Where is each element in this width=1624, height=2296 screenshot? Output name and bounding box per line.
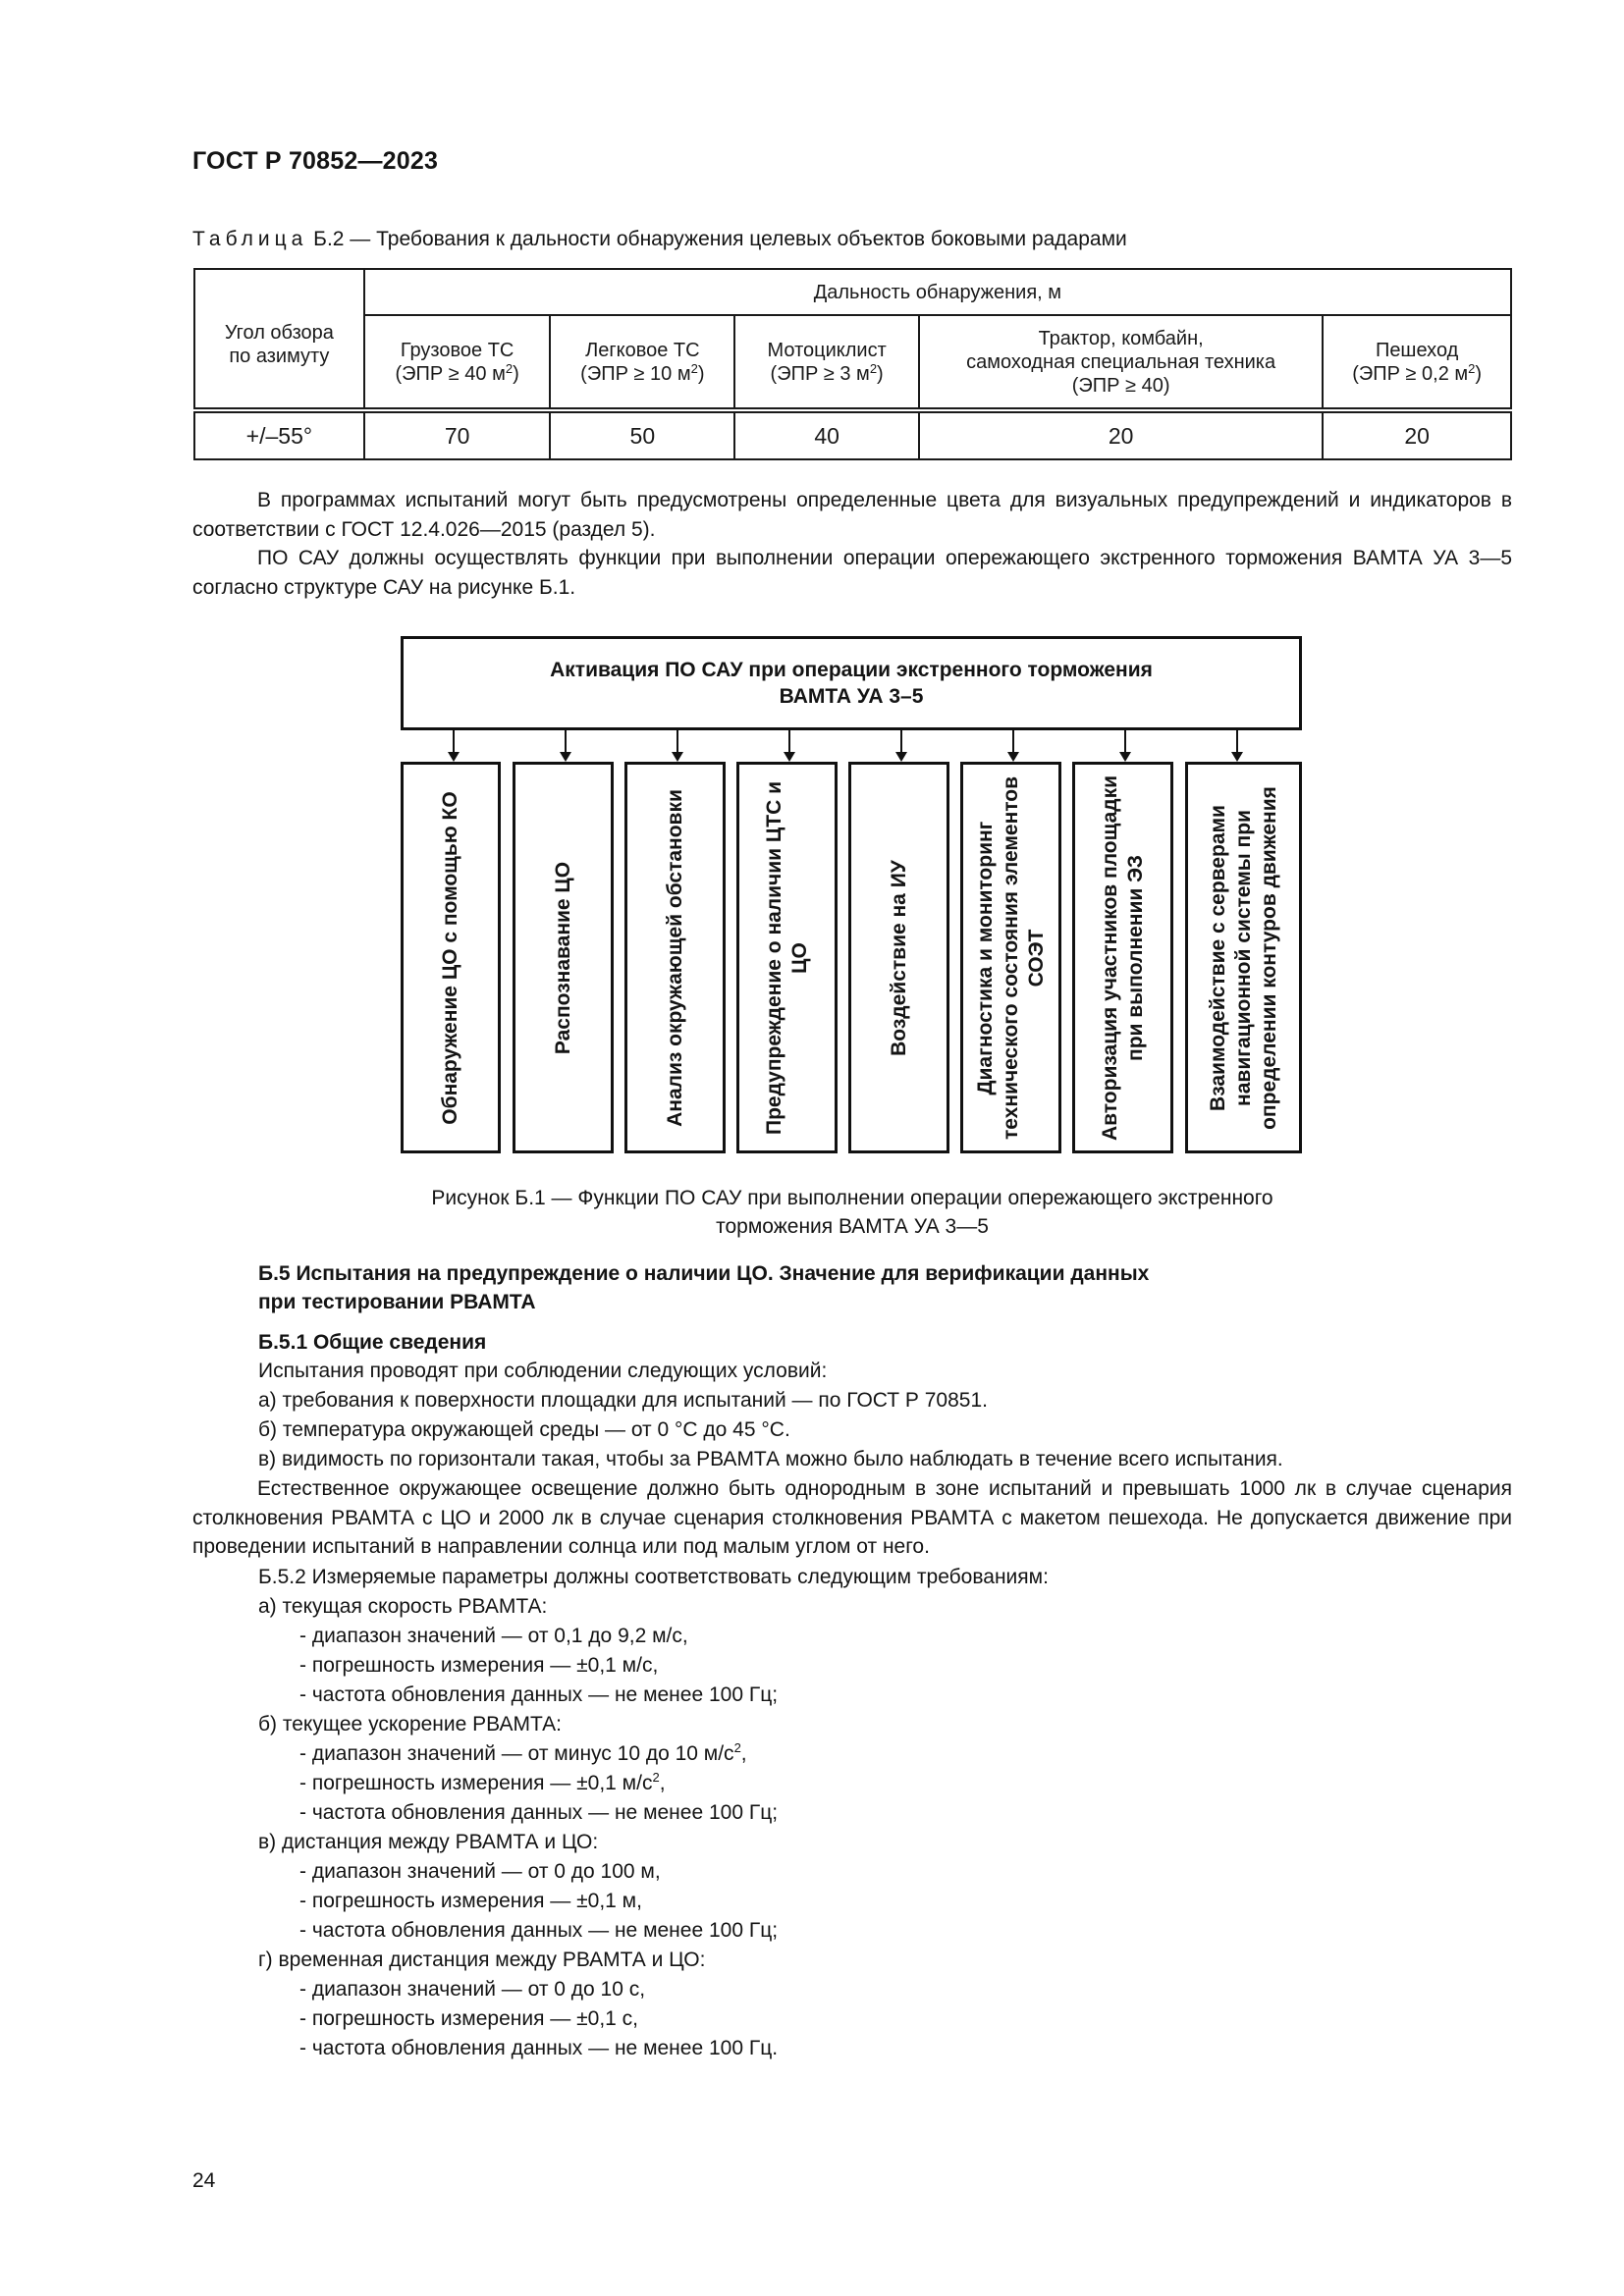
arrow-down-icon bbox=[677, 730, 678, 754]
document-header: ГОСТ Р 70852—2023 bbox=[192, 147, 439, 175]
diagram-box-diagnostics: Диагностика и мониторинг технического состояния элементов СОЭТ bbox=[960, 762, 1061, 1153]
param-item: - погрешность измерения — ±0,1 $м/с^2$, bbox=[299, 1770, 666, 1794]
table-caption-prefix: Таблица bbox=[192, 228, 308, 250]
param-item: - погрешность измерения — ±0,1 м/с, bbox=[299, 1654, 659, 1677]
param-item: - погрешность измерения — ±0,1 с, bbox=[299, 2007, 639, 2030]
condition-item: б) температура окружающей среды — от 0 °С до 45 °С. bbox=[258, 1418, 790, 1441]
conditions-intro: Испытания проводят при соблюдении следующих условий: bbox=[258, 1360, 828, 1382]
param-title-acceleration: б) текущее ускорение РВАМТА: bbox=[258, 1713, 562, 1735]
param-title-distance: в) дистанция между РВАМТА и ЦО: bbox=[258, 1831, 599, 1853]
header-cell-pedestrian: Пешеход (ЭПР ≥ 0,2 $м^2$) bbox=[1323, 315, 1511, 410]
section-heading-b5-1: Б.5.1 Общие сведения bbox=[258, 1331, 487, 1354]
table-header-row bbox=[194, 269, 1511, 315]
param-item: - частота обновления данных — не менее 100 Гц; bbox=[299, 1683, 779, 1706]
param-item: - диапазон значений — от минус 10 до 10 $м/с^2$, bbox=[299, 1740, 747, 1765]
condition-item: а) требования к поверхности площадки для испытаний — по ГОСТ Р 70851. bbox=[258, 1389, 988, 1412]
param-item: - погрешность измерения — ±0,1 м, bbox=[299, 1890, 642, 1912]
figure-caption: Рисунок Б.1 — Функции ПО САУ при выполнении операции опережающего экстренного торможения ВАМТА УА 3—5 bbox=[431, 1187, 1273, 1238]
param-title-time-gap: г) временная дистанция между РВАМТА и ЦО: bbox=[258, 1949, 706, 1971]
diagram-box-recognition: Распознавание ЦО bbox=[513, 762, 614, 1153]
diagram-box-authorization: Авторизация участников площадки при выполнении ЭЗ bbox=[1072, 762, 1173, 1153]
cell-tractor: 20 bbox=[919, 410, 1323, 459]
param-item: - диапазон значений — от 0 до 100 м, bbox=[299, 1860, 661, 1883]
paragraph-lighting: Естественное окружающее освещение должно быть однородным в зоне испытаний и превышать 1000 лк в случае сценария столкновения РВАМТА с ЦО и 2000 лк в случае сценария столкновения РВАМТА с макетом пешехода. Не допускается движение при проведении испытаний в направлении солнца или под малым углом от него. bbox=[192, 1477, 1512, 1558]
diagram-box-navigation-servers: Взаимодействие с серверами навигационной системы при определении контуров движения bbox=[1185, 762, 1302, 1153]
header-cell-truck: Грузовое ТС (ЭПР ≥ 40 $м^2$) bbox=[364, 315, 551, 410]
paragraph-colors: В программах испытаний могут быть предусмотрены определенные цвета для визуальных предупреждений и индикаторов в соответствии с ГОСТ 12.4.026—2015 (раздел 5). bbox=[192, 489, 1512, 541]
params-intro: Б.5.2 Измеряемые параметры должны соответствовать следующим требованиям: bbox=[258, 1566, 1049, 1588]
param-item: - диапазон значений — от 0 до 10 с, bbox=[299, 1978, 646, 2001]
header-cell-range-group: Дальность обнаружения, м bbox=[364, 269, 1511, 315]
diagram-box-warning: Предупреждение о наличии ЦТС и ЦО bbox=[736, 762, 838, 1153]
cell-angle: +/–55° bbox=[194, 410, 364, 459]
param-item: - частота обновления данных — не менее 100 Гц; bbox=[299, 1801, 779, 1824]
header-cell-car: Легковое ТС (ЭПР ≥ 10 $м^2$) bbox=[550, 315, 734, 410]
diagram-top-box: Активация ПО САУ при операции экстренного торможения ВАМТА УА 3–5 bbox=[401, 636, 1302, 730]
condition-item: в) видимость по горизонтали такая, чтобы за РВАМТА можно было наблюдать в течение всего испытания. bbox=[258, 1448, 1283, 1470]
page-number: 24 bbox=[192, 2169, 216, 2192]
table-row bbox=[194, 410, 1511, 459]
diagram-box-detection: Обнаружение ЦО с помощью КО bbox=[401, 762, 501, 1153]
cell-pedestrian: 20 bbox=[1323, 410, 1511, 459]
table-caption bbox=[192, 228, 1127, 251]
section-heading-b5: Б.5 Испытания на предупреждение о наличии ЦО. Значение для верификации данных при тестировании РВАМТА bbox=[258, 1262, 1150, 1313]
diagram-box-actuator: Воздействие на ИУ bbox=[848, 762, 949, 1153]
detection-range-table bbox=[193, 268, 1512, 460]
arrow-down-icon bbox=[453, 730, 455, 754]
table-caption-text: Б.2 — Требования к дальности обнаружения целевых объектов боковыми радарами bbox=[307, 228, 1127, 250]
param-item: - частота обновления данных — не менее 100 Гц. bbox=[299, 2037, 779, 2059]
header-cell-motorcyclist: Мотоциклист (ЭПР ≥ 3 $м^2$) bbox=[734, 315, 919, 410]
arrow-down-icon bbox=[900, 730, 902, 754]
arrow-down-icon bbox=[1012, 730, 1014, 754]
arrow-down-icon bbox=[1124, 730, 1126, 754]
header-cell-tractor: Трактор, комбайн, самоходная специальная техника (ЭПР ≥ 40) bbox=[919, 315, 1323, 410]
header-cell-angle: Угол обзора по азимуту bbox=[194, 269, 364, 410]
cell-truck: 70 bbox=[364, 410, 551, 459]
arrow-down-icon bbox=[565, 730, 567, 754]
paragraph-functions: ПО САУ должны осуществлять функции при выполнении операции опережающего экстренного торможения ВАМТА УА 3—5 согласно структуре САУ на рисунке Б.1. bbox=[192, 547, 1512, 599]
param-title-speed: а) текущая скорость РВАМТА: bbox=[258, 1595, 548, 1618]
param-item: - частота обновления данных — не менее 100 Гц; bbox=[299, 1919, 779, 1942]
arrow-down-icon bbox=[1236, 730, 1238, 754]
cell-motorcyclist: 40 bbox=[734, 410, 919, 459]
diagram-box-environment-analysis: Анализ окружающей обстановки bbox=[624, 762, 726, 1153]
arrow-down-icon bbox=[788, 730, 790, 754]
param-item: - диапазон значений — от 0,1 до 9,2 м/с, bbox=[299, 1625, 688, 1647]
table-subheader-row bbox=[194, 315, 1511, 410]
cell-car: 50 bbox=[550, 410, 734, 459]
